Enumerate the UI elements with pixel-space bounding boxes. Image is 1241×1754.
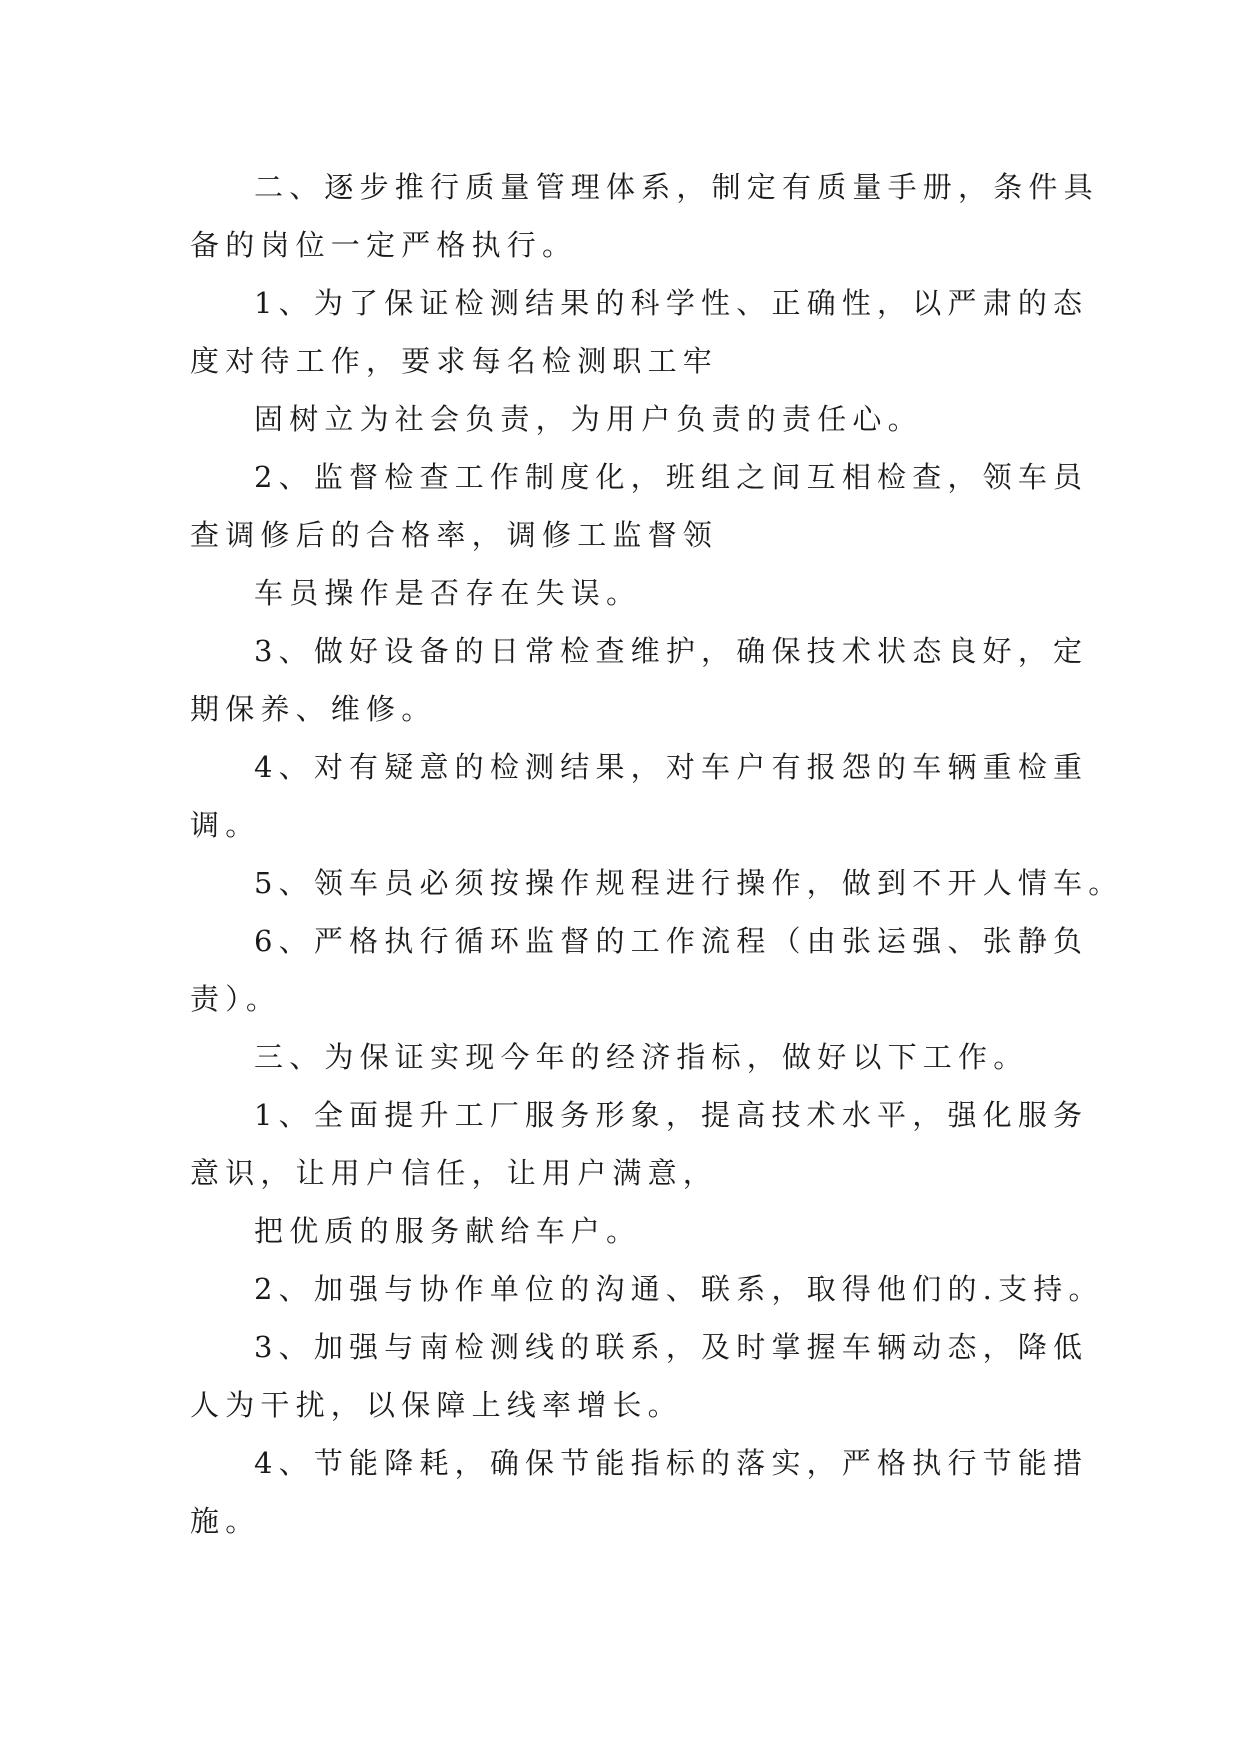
text-line: 意识，让用户信任，让用户满意，: [190, 1156, 719, 1190]
text-line: 把优质的服务献给车户。: [254, 1214, 642, 1248]
text-line: 4、对有疑意的检测结果，对车户有报怨的车辆重检重: [254, 750, 1089, 784]
text-line: 6、严格执行循环监督的工作流程（由张运强、张静负: [254, 924, 1089, 958]
text-line: 1、为了保证检测结果的科学性、正确性，以严肃的态: [254, 286, 1089, 320]
document-body: [190, 158, 1124, 1550]
text-line: 责）。: [190, 982, 282, 1016]
text-line: 5、领车员必须按操作规程进行操作，做到不开人情车。: [254, 866, 1124, 900]
text-line: 3、加强与南检测线的联系，及时掌握车辆动态，降低: [254, 1330, 1089, 1364]
text-line: 1、全面提升工厂服务形象，提高技术水平，强化服务: [254, 1098, 1089, 1132]
text-line: 三、为保证实现今年的经济指标，做好以下工作。: [254, 1040, 1029, 1074]
text-line: 3、做好设备的日常检查维护，确保技术状态良好，定: [254, 634, 1089, 668]
text-line: 查调修后的合格率，调修工监督领: [190, 518, 719, 552]
text-line: 期保养、维修。: [190, 692, 437, 726]
text-line: 度对待工作，要求每名检测职工牢: [190, 344, 719, 378]
text-line: 备的岗位一定严格执行。: [190, 228, 578, 262]
text-line: 固树立为社会负责，为用户负责的责任心。: [254, 402, 923, 436]
text-line: 施。: [190, 1504, 261, 1538]
text-line: 人为干扰，以保障上线率增长。: [190, 1388, 683, 1422]
text-line: 二、逐步推行质量管理体系，制定有质量手册，条件具: [254, 170, 1099, 204]
text-line: 车员操作是否存在失误。: [254, 576, 642, 610]
text-line: 调。: [190, 808, 261, 842]
text-line: 2、监督检查工作制度化，班组之间互相检查，领车员: [254, 460, 1089, 494]
text-line: 2、加强与协作单位的沟通、联系，取得他们的.支持。: [254, 1272, 1104, 1306]
text-line: 4、节能降耗，确保节能指标的落实，严格执行节能措: [254, 1446, 1089, 1480]
